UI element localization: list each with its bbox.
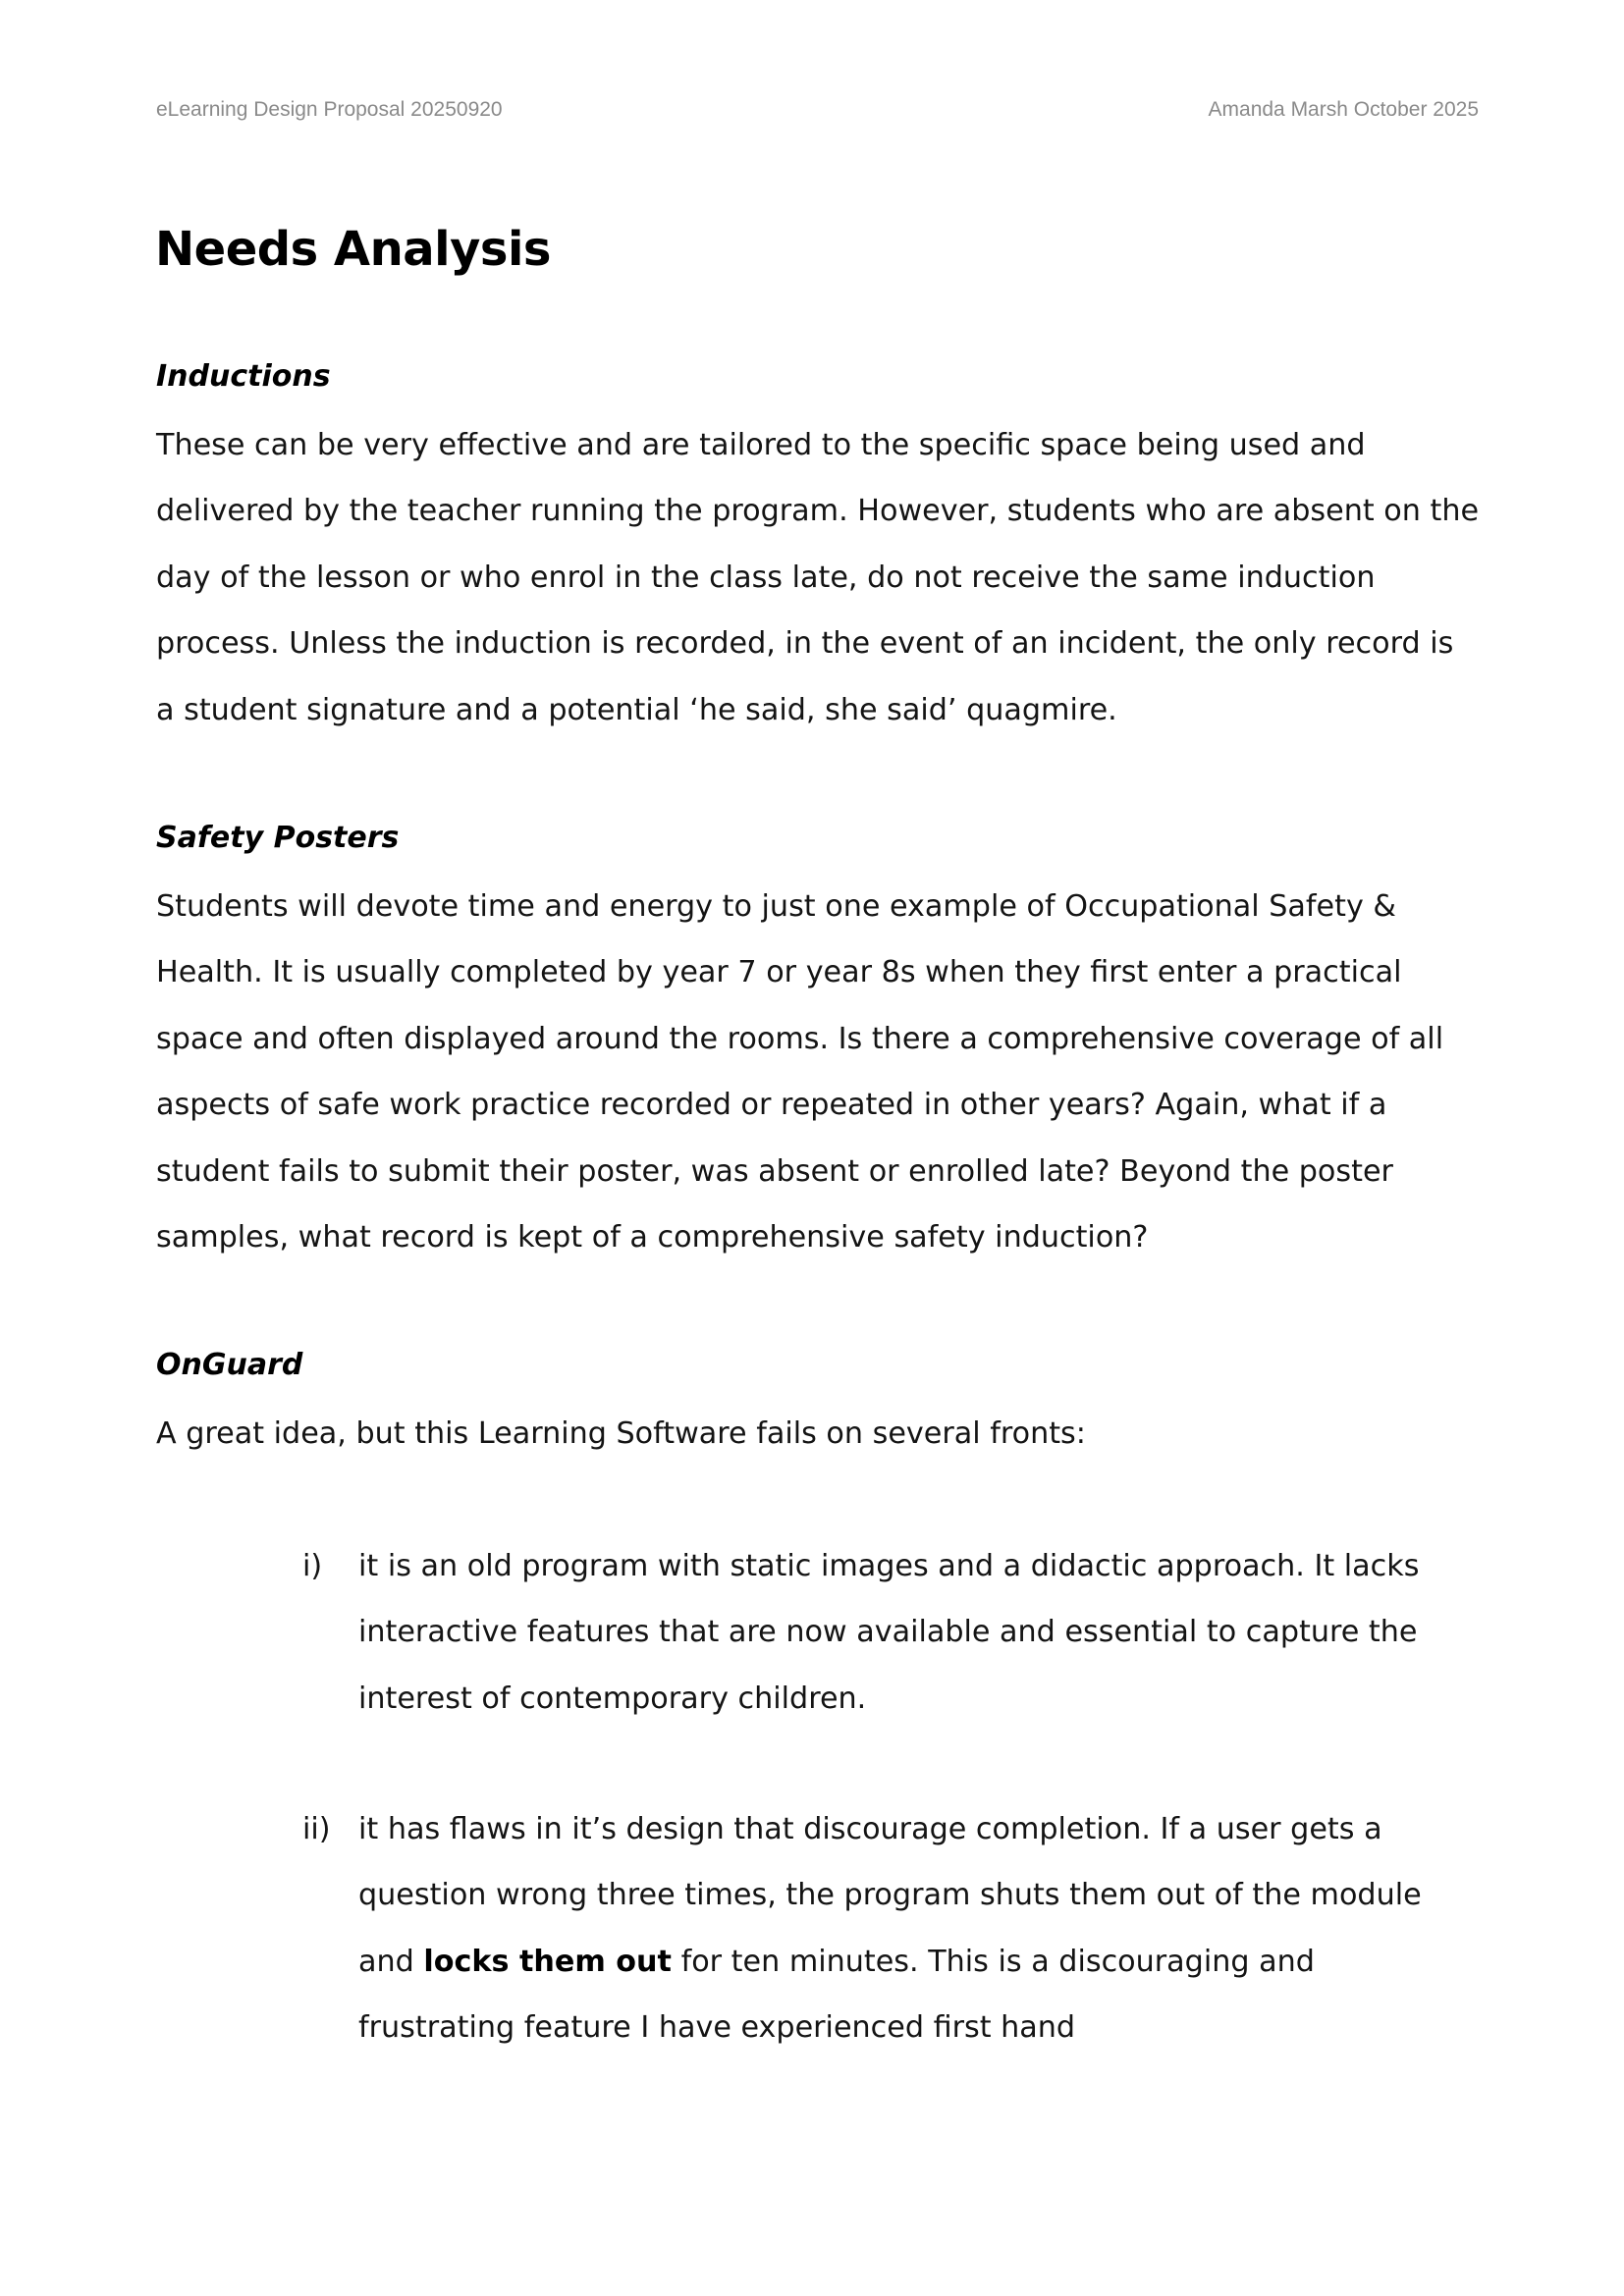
list-item-text: it is an old program with static images and a didactic approach. It lacks interactive features that are now available and essential to capture the interest of contemporary children. (358, 1549, 1420, 1716)
list-text-after: for ten minutes. This is a discouraging and frustrating feature I have experienced first hand (358, 1944, 1315, 2046)
list-marker: i) (302, 1549, 323, 1583)
section-text-onguard: A great idea, but this Learning Software fails on several fronts: (156, 1416, 1086, 1451)
emphasis-locks-them-out: locks them out (423, 1944, 672, 1979)
page-title: Needs Analysis (155, 222, 551, 277)
section-heading-inductions: Inductions (156, 359, 331, 394)
header-author-date: Amanda Marsh October 2025 (1208, 98, 1479, 121)
section-heading-safety-posters: Safety Posters (156, 821, 400, 855)
list-item-text (358, 1796, 1480, 2061)
section-text-inductions: These can be very effective and are tailored to the specific space being used and delivered by the teacher running the program. However, students who are absent on the day of the lesson or who enrol in the class late, do not receive the same induction process. Unless the induction is recorded, in the event of an incident, the only record is a student signature and a potential ‘he said, she said’ quagmire. (156, 428, 1480, 727)
list-text-before: it has flaws in it’s design that discourage completion. If a user gets a question wrong three times, the program shuts them out of the module and (358, 1812, 1422, 1979)
section-text-safety-posters: Students will devote time and energy to just one example of Occupational Safety & Health. It is usually completed by year 7 or year 8s when they first enter a practical space and often displayed around the rooms. Is there a comprehensive coverage of all aspects of safe work practice recorded or repeated in other years? Again, what if a student fails to submit their poster, was absent or enrolled late? Beyond the poster samples, what record is kept of a comprehensive safety induction? (156, 889, 1444, 1255)
header-document-title: eLearning Design Proposal 20250920 (156, 98, 503, 121)
list-marker: ii) (302, 1812, 331, 1846)
section-heading-onguard: OnGuard (156, 1348, 303, 1382)
